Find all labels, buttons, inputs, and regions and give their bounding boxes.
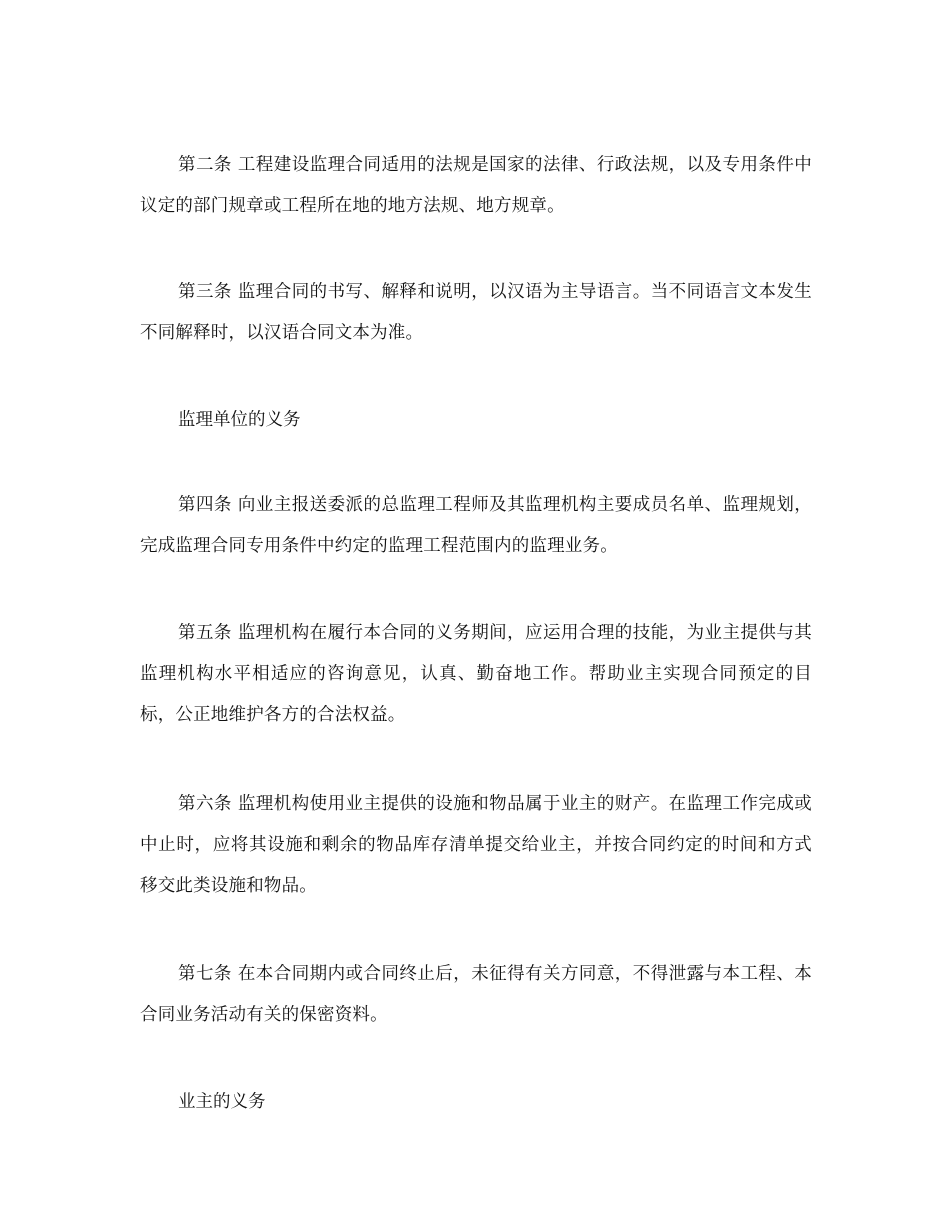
section-heading-owner-duties: 业主的义务 <box>178 1092 266 1112</box>
section-heading-supervisor-duties: 监理单位的义务 <box>178 410 301 430</box>
article-6-paragraph: 第六条 监理机构使用业主提供的设施和物品属于业主的财产。在监理工作完成或中止时，应将其设施和剩余的物品库存清单提交给业主，并按合同约定的时间和方式移交此类设施和物品。 <box>140 794 812 896</box>
article-7-paragraph: 第七条 在本合同期内或合同终止后，未征得有关方同意，不得泄露与本工程、本合同业务活动有关的保密资料。 <box>140 964 812 1025</box>
article-2-paragraph: 第二条 工程建设监理合同适用的法规是国家的法律、行政法规，以及专用条件中议定的部门规章或工程所在地的地方法规、地方规章。 <box>140 155 812 216</box>
article-4-paragraph: 第四条 向业主报送委派的总监理工程师及其监理机构主要成员名单、监理规划，完成监理合同专用条件中约定的监理工程范围内的监理业务。 <box>140 495 812 556</box>
article-3-paragraph: 第三条 监理合同的书写、解释和说明，以汉语为主导语言。当不同语言文本发生不同解释时，以汉语合同文本为准。 <box>140 282 812 343</box>
article-5-paragraph: 第五条 监理机构在履行本合同的义务期间，应运用合理的技能，为业主提供与其监理机构水平相适应的咨询意见，认真、勤奋地工作。帮助业主实现合同预定的目标，公正地维护各方的合法权益。 <box>140 623 812 725</box>
